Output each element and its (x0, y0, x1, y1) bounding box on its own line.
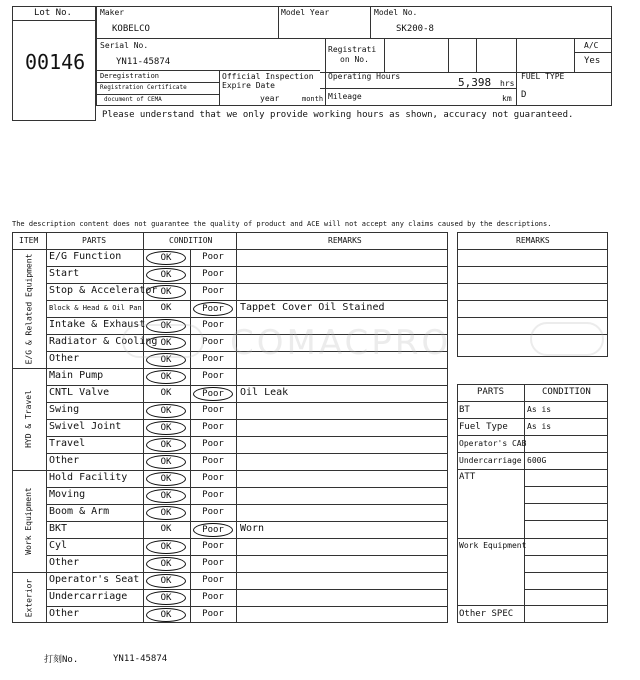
ok-circled: OK (146, 285, 186, 299)
right-part-label: Undercarriage (459, 456, 522, 465)
part-label: Intake & Exhaust (49, 319, 146, 330)
part-label: Other (49, 557, 80, 568)
km-label: km (502, 94, 512, 103)
ok-circled: OK (146, 455, 186, 469)
group-label: Work Equipment (24, 487, 33, 555)
poor-option: Poor (202, 558, 224, 568)
inspection-label-2: Expire Date (222, 81, 275, 90)
ok-option: OK (160, 388, 172, 398)
model-no-value: SK200-8 (396, 24, 434, 34)
ok-circled: OK (146, 404, 186, 418)
ac-value: Yes (584, 56, 601, 66)
part-label: Cyl (49, 540, 68, 551)
group-label: E/G & Related Equipment (24, 253, 33, 364)
group-label: HYD & Travel (24, 390, 33, 448)
poor-option: Poor (202, 405, 224, 415)
poor-option: Poor (202, 354, 224, 364)
part-label: CNTL Valve (49, 387, 110, 398)
part-label: Undercarriage (49, 591, 128, 602)
model-year-label: Model Year (281, 8, 330, 17)
part-label: Operator's Seat (49, 574, 140, 585)
poor-option: Poor (202, 422, 224, 432)
part-label: Other (49, 455, 80, 466)
lot-label: Lot No. (34, 8, 72, 18)
right-part-label: Work Equipment (459, 541, 527, 550)
poor-option: Poor (202, 609, 224, 619)
poor-circled: Poor (193, 302, 233, 316)
poor-option: Poor (202, 320, 224, 330)
group-label: Exterior (24, 578, 33, 617)
ok-circled: OK (146, 251, 186, 265)
poor-option: Poor (202, 592, 224, 602)
header-item: ITEM (19, 236, 39, 245)
watermark-logo (122, 324, 204, 358)
lot-number: 00146 (25, 50, 86, 74)
part-label: BKT (49, 523, 68, 534)
right-part-label: Fuel Type (459, 422, 508, 432)
hrs-label: hrs (500, 79, 515, 88)
footer-value: YN11-45874 (113, 654, 168, 664)
header-parts: PARTS (82, 236, 107, 245)
remarks-text: Tappet Cover Oil Stained (240, 302, 385, 313)
header-remarks: REMARKS (328, 236, 362, 245)
poor-option: Poor (202, 490, 224, 500)
model-no-label: Model No. (374, 8, 418, 17)
footer-label: 打刻No. (44, 655, 79, 665)
cema-label: document of CEMA (104, 96, 162, 103)
watermark-text: COMACPRO (230, 323, 452, 363)
part-label: Swing (49, 404, 80, 415)
part-label: Start (49, 268, 80, 279)
right-part-label: Operator's CAB (459, 439, 527, 448)
maker-value: KOBELCO (112, 24, 150, 34)
deregistration-label: Deregistration (100, 72, 160, 80)
remarks-text: Worn (240, 523, 265, 534)
right-remarks-header: REMARKS (516, 236, 550, 245)
right-condition-value: As is (527, 405, 552, 414)
poor-option: Poor (202, 269, 224, 279)
part-label: E/G Function (49, 251, 122, 262)
right-condition-value: As is (527, 422, 552, 431)
poor-circled: Poor (193, 387, 233, 401)
ok-circled: OK (146, 421, 186, 435)
fuel-type-value: D (521, 90, 527, 100)
poor-option: Poor (202, 456, 224, 466)
mileage-label: Mileage (328, 92, 362, 101)
ok-option: OK (160, 303, 172, 313)
ok-circled: OK (146, 506, 186, 520)
inspection-label-1: Official Inspection (222, 72, 314, 81)
notice-text: Please understand that we only provide working hours as shown, accuracy not guaranteed. (102, 110, 574, 120)
disclaimer-text: The description content does not guarantee the quality of product and ACE will not accept any claims caused by the descriptions. (12, 220, 552, 228)
poor-option: Poor (202, 371, 224, 381)
ok-circled: OK (146, 336, 186, 350)
ac-label: A/C (584, 41, 599, 50)
serial-value: YN11-45874 (116, 57, 171, 67)
part-label: Radiator & Cooling (49, 336, 158, 347)
ok-circled: OK (146, 438, 186, 452)
poor-option: Poor (202, 286, 224, 296)
right-part-label: ATT (459, 472, 476, 482)
poor-option: Poor (202, 575, 224, 585)
ok-circled: OK (146, 370, 186, 384)
maker-label: Maker (100, 8, 125, 17)
ok-circled: OK (146, 489, 186, 503)
part-label: Moving (49, 489, 86, 500)
registration-label-1: Registrati (328, 45, 377, 54)
right-parts-header: PARTS (477, 387, 505, 397)
ok-circled: OK (146, 540, 186, 554)
part-label: Block & Head & Oil Pan (49, 304, 142, 312)
right-condition-header: CONDITION (542, 387, 591, 397)
ok-circled: OK (146, 574, 186, 588)
remarks-text: Oil Leak (240, 387, 289, 398)
header-condition: CONDITION (169, 236, 213, 245)
operating-hours-label: Operating Hours (328, 72, 401, 81)
part-label: Boom & Arm (49, 506, 110, 517)
ok-circled: OK (146, 557, 186, 571)
right-condition-value: 600G (527, 456, 547, 465)
ok-circled: OK (146, 472, 186, 486)
poor-option: Poor (202, 439, 224, 449)
part-label: Other (49, 608, 80, 619)
watermark-logo-right (530, 322, 604, 356)
month-label: month (302, 95, 324, 103)
fuel-type-label: FUEL TYPE (521, 72, 565, 81)
part-label: Hold Facility (49, 472, 128, 483)
poor-option: Poor (202, 541, 224, 551)
operating-hours-value: 5,398 (458, 76, 492, 89)
ok-circled: OK (146, 268, 186, 282)
part-label: Main Pump (49, 370, 104, 381)
registration-label-2: on No. (340, 55, 369, 64)
ok-circled: OK (146, 591, 186, 605)
ok-circled: OK (146, 319, 186, 333)
right-part-label: BT (459, 405, 470, 415)
poor-option: Poor (202, 473, 224, 483)
poor-option: Poor (202, 337, 224, 347)
poor-option: Poor (202, 252, 224, 262)
part-label: Stop & Accelerator (49, 285, 158, 296)
part-label: Swivel Joint (49, 421, 122, 432)
right-part-label: Other SPEC (459, 609, 514, 619)
ok-circled: OK (146, 608, 186, 622)
reg-cert-label: Registration Certificate (100, 84, 187, 91)
poor-circled: Poor (193, 523, 233, 537)
serial-label: Serial No. (100, 41, 149, 50)
part-label: Other (49, 353, 80, 364)
ok-option: OK (160, 524, 172, 534)
year-label: year (260, 94, 280, 103)
ok-circled: OK (146, 353, 186, 367)
poor-option: Poor (202, 507, 224, 517)
part-label: Travel (49, 438, 86, 449)
